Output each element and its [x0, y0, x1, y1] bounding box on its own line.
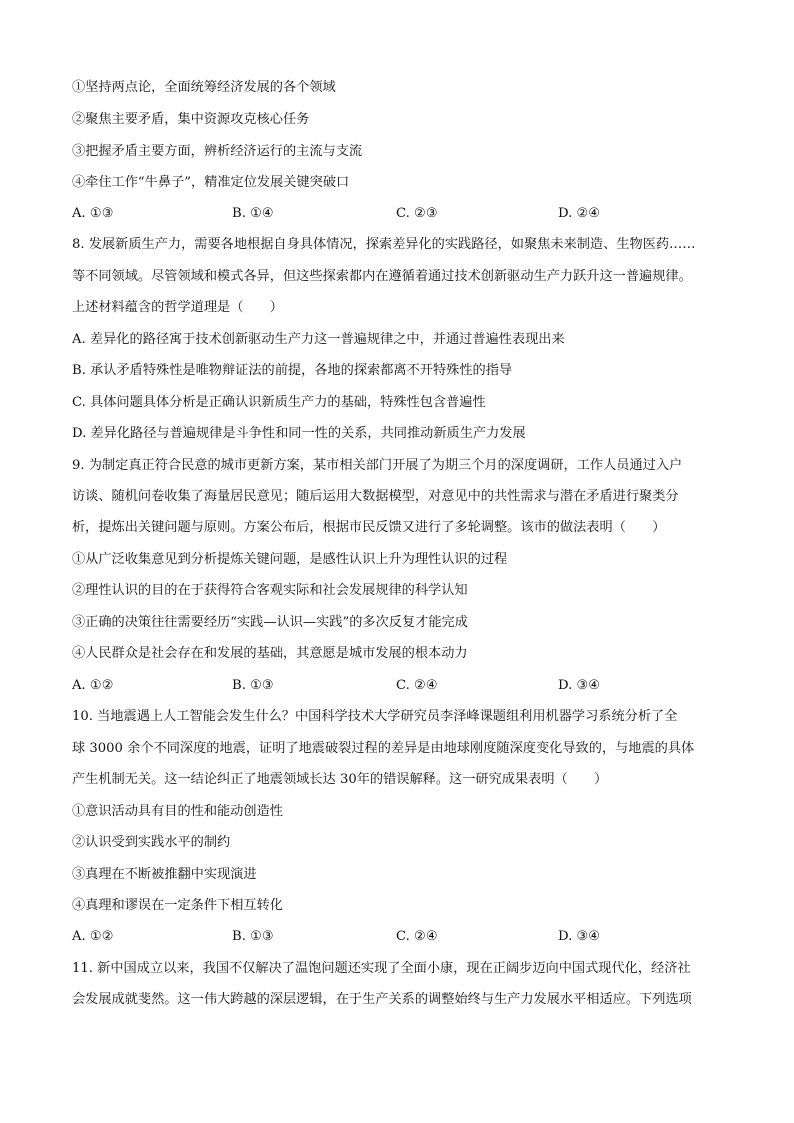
q11-stem-line-1: 11. 新中国成立以来，我国不仅解决了温饱问题还实现了全面小康，现在正阔步迈向中国式现代化，经济社 — [72, 961, 691, 976]
q7-option-c: C. ②③ — [396, 206, 438, 221]
q10-item-2: ②认识受到实践水平的制约 — [72, 835, 231, 850]
q9-item-4: ④人民群众是社会存在和发展的基础，其意愿是城市发展的根本动力 — [72, 646, 468, 661]
q9-option-b: B. ①③ — [232, 678, 274, 693]
q10-option-a: A. ①② — [72, 929, 114, 944]
q8-stem-line-3: 上述材料蕴含的哲学道理是（ ） — [72, 300, 283, 315]
q9-stem-line-1: 9. 为制定真正符合民意的城市更新方案，某市相关部门开展了为期三个月的深度调研，工作人员通过入户 — [72, 458, 683, 473]
q10-option-b: B. ①③ — [232, 929, 274, 944]
q8-stem-line-2: 等不同领域。尽管领域和模式各异，但这些探索都内在遵循着通过技术创新驱动生产力跃升这一普遍规律。 — [72, 269, 692, 284]
q8-choice-c: C. 具体问题具体分析是正确认识新质生产力的基础，特殊性包含普遍性 — [72, 395, 486, 410]
q7-item-3: ③把握矛盾主要方面，辨析经济运行的主流与支流 — [72, 144, 363, 159]
q10-item-3: ③真理在不断被推翻中实现演进 — [72, 867, 257, 882]
q9-option-d: D. ③④ — [558, 678, 601, 693]
q8-choice-d: D. 差异化路径与普遍规律是斗争性和同一性的关系，共同推动新质生产力发展 — [72, 426, 526, 441]
q7-option-d: D. ②④ — [558, 206, 601, 221]
q10-option-d: D. ③④ — [558, 929, 601, 944]
q7-item-1: ①坚持两点论，全面统筹经济发展的各个领域 — [72, 80, 336, 95]
q7-item-4: ④牵住工作“牛鼻子”，精准定位发展关键突破口 — [72, 175, 350, 190]
q10-stem-line-2: 球 3000 余个不同深度的地震，证明了地震破裂过程的差异是由地球刚度随深度变化导致的，与地震的具体 — [72, 741, 695, 756]
q8-choice-a: A. 差异化的路径寓于技术创新驱动生产力这一普遍规律之中，并通过普遍性表现出来 — [72, 332, 565, 347]
q10-stem-line-1: 10. 当地震遇上人工智能会发生什么？中国科学技术大学研究员李泽峰课题组利用机器学习系统分析了全 — [72, 709, 678, 724]
q10-item-4: ④真理和谬误在一定条件下相互转化 — [72, 898, 283, 913]
q9-item-2: ②理性认识的目的在于获得符合客观实际和社会发展规律的科学认知 — [72, 583, 468, 598]
q8-choice-b: B. 承认矛盾特殊性是唯物辩证法的前提，各地的探索都离不开特殊性的指导 — [72, 363, 513, 378]
q9-option-a: A. ①② — [72, 678, 114, 693]
q7-item-2: ②聚焦主要矛盾，集中资源攻克核心任务 — [72, 112, 310, 127]
q7-options — [72, 204, 722, 224]
q10-option-c: C. ②④ — [396, 929, 438, 944]
q7-option-b: B. ①④ — [232, 206, 274, 221]
q7-option-a: A. ①③ — [72, 206, 114, 221]
q9-options — [72, 676, 722, 696]
q9-stem-line-3: 析，提炼出关键问题与原则。方案公布后，根据市民反馈又进行了多轮调整。该市的做法表明（ ） — [72, 520, 666, 535]
q10-item-1: ①意识活动具有目的性和能动创造性 — [72, 804, 283, 819]
q10-stem-line-3: 产生机制无关。这一结论纠正了地震领域长达 30年的错误解释。这一研究成果表明（ ） — [72, 772, 608, 787]
q9-item-1: ①从广泛收集意见到分析提炼关键问题，是感性认识上升为理性认识的过程 — [72, 552, 508, 567]
q9-option-c: C. ②④ — [396, 678, 438, 693]
q8-stem-line-1: 8. 发展新质生产力，需要各地根据自身具体情况，探索差异化的实践路径，如聚焦未来制造、生物医药…… — [72, 237, 696, 252]
q10-options — [72, 927, 722, 947]
q11-stem-line-2: 会发展成就斐然。这一伟大跨越的深层逻辑，在于生产关系的调整始终与生产力发展水平相适应。下列选项 — [72, 992, 692, 1007]
q9-item-3: ③正确的决策往往需要经历“实践—认识—实践”的多次反复才能完成 — [72, 615, 468, 630]
q9-stem-line-2: 访谈、随机问卷收集了海量居民意见；随后运用大数据模型，对意见中的共性需求与潜在矛盾进行聚类分 — [72, 489, 679, 504]
